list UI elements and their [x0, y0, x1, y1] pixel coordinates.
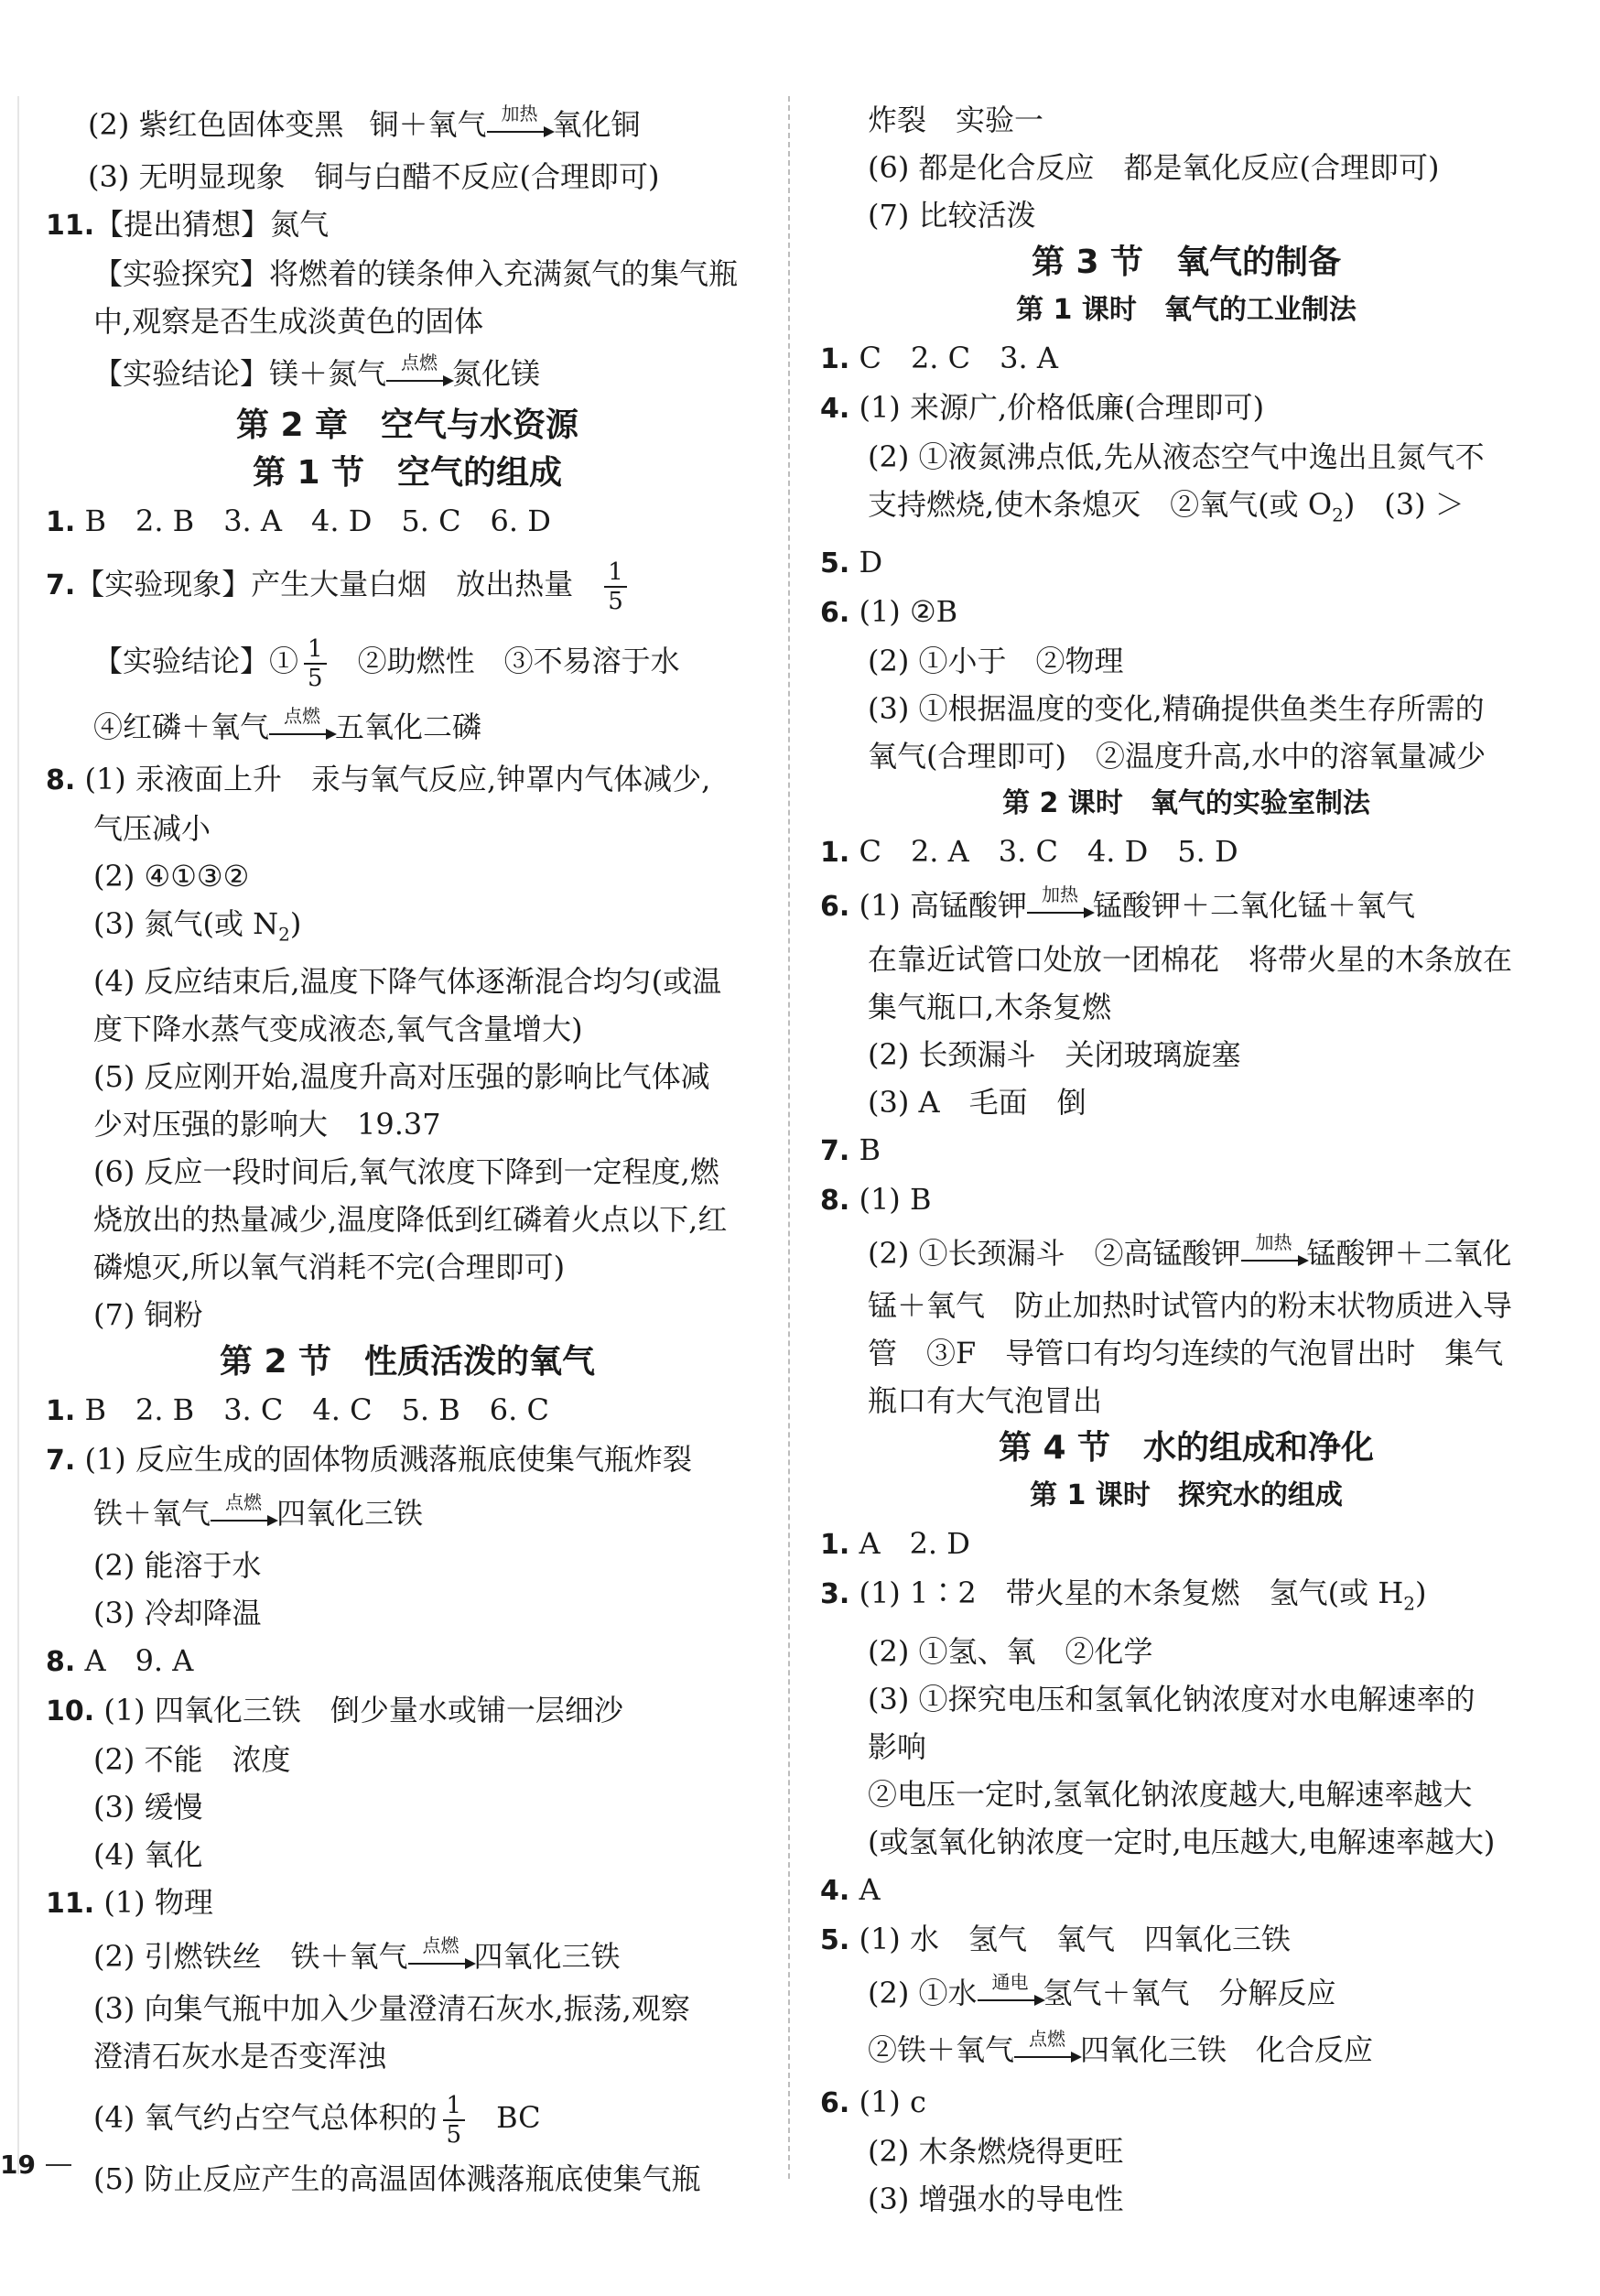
question-4: 4. A: [820, 1871, 881, 1907]
fraction: $\frac{1}{5}$: [604, 558, 627, 615]
answer-line: (2) 引燃铁丝 铁＋氧气 点燃 四氧化三铁: [93, 1934, 621, 1975]
answer-line: 【实验结论】① $\frac{1}{5}$ ②助燃性 ③不易溶于水: [93, 634, 680, 692]
answer-line: (3) ①根据温度的变化,精确提供鱼类生存所需的: [868, 691, 1485, 727]
answer-line: (3) 增强水的导电性: [868, 2181, 1124, 2216]
answer-line: (4) 氧气约占空气总体积的 $\frac{1}{5}$ BC: [93, 2091, 541, 2149]
answer-line: (3) ①探究电压和氢氧化钠浓度对水电解速率的: [868, 1681, 1476, 1717]
answer-line: 【实验探究】将燃着的镁条伸入充满氮气的集气瓶: [93, 256, 739, 291]
page-number-dash: [46, 2164, 71, 2166]
answer-line: 影响: [868, 1728, 927, 1764]
answer-line: (3) 冷却降温: [93, 1596, 262, 1631]
reaction-arrow: 点燃: [211, 1507, 276, 1527]
lesson-title: 第 1 课时 氧气的工业制法: [1016, 294, 1357, 326]
answer-line: (7) 比较活泼: [868, 198, 1036, 233]
answer-line: (3) 氮气(或 $N_2$): [93, 906, 302, 946]
answer-line: 【实验结论】镁＋氮气 点燃 氮化镁: [93, 352, 541, 391]
right-column: [820, 96, 1552, 2223]
answer-line: (2) ①液氮沸点低,先从液态空气中逸出且氮气不: [868, 439, 1485, 474]
question-3: 3. (1) 1∶2 带火星的木条复燃 氢气(或 $H_2$): [820, 1576, 1427, 1615]
answer-line: (3) A 毛面 倒: [868, 1085, 1086, 1121]
answer-line: (3) 向集气瓶中加入少量澄清石灰水,振荡,观察: [93, 1991, 690, 2027]
question-5: 5. D: [820, 545, 883, 580]
answer-line: (2) 长颈漏斗 关闭玻璃旋塞: [868, 1037, 1241, 1073]
left-column: [46, 96, 769, 2203]
fraction: $\frac{1}{5}$: [304, 635, 327, 692]
answer-line: 1. A 2. D: [820, 1526, 970, 1562]
question-6: 6. (1) c: [820, 2084, 926, 2119]
answer-line: 支持燃烧,使木条熄灭 ②氧气(或 $O_2$) (3) ＞: [868, 487, 1465, 526]
answer-line: (或氢氧化钠浓度一定时,电压越大,电解速率越大): [868, 1824, 1496, 1859]
answer-line: (2) ①长颈漏斗 ②高锰酸钾 加热 锰酸钾＋二氧化: [868, 1231, 1512, 1272]
question-7: 7. (1) 反应生成的固体物质溅落瓶底使集气瓶炸裂: [46, 1442, 692, 1478]
question-6: 6. (1) ②B: [820, 594, 958, 630]
question-8: 8. (1) B: [820, 1182, 932, 1218]
answer-line: ②铁＋氧气 点燃 四氧化三铁 化合反应: [868, 2027, 1374, 2067]
answer-line: 8. A 9. A: [46, 1643, 194, 1679]
reaction-arrow: 点燃: [1014, 2043, 1080, 2063]
answer-line: 气压减小: [93, 811, 211, 846]
answer-line: 1. C 2. A 3. C 4. D 5. D: [820, 834, 1238, 870]
fraction: $\frac{1}{5}$: [443, 2092, 466, 2149]
answer-line: (6) 都是化合反应 都是氧化反应(合理即可): [868, 150, 1440, 185]
section-title: 第 4 节 水的组成和净化: [998, 1429, 1375, 1467]
answer-line: 炸裂 实验一: [868, 103, 1044, 137]
answer-line: (2) ①水 通电 氢气＋氧气 分解反应: [868, 1970, 1336, 2010]
answer-line: 1. B 2. B 3. C 4. C 5. B 6. C: [46, 1392, 549, 1428]
answer-line: ②电压一定时,氢氧化钠浓度越大,电解速率越大: [868, 1776, 1473, 1812]
question-6: 6. (1) 高锰酸钾 加热 锰酸钾＋二氧化锰＋氧气: [820, 883, 1415, 924]
lesson-title: 第 2 课时 氧气的实验室制法: [1002, 787, 1370, 820]
answer-line: 集气瓶口,木条复燃: [868, 990, 1112, 1025]
question-8: 8. (1) 汞液面上升 汞与氧气反应,钟罩内气体减少,: [46, 762, 711, 796]
answer-line: (5) 反应刚开始,温度升高对压强的影响比气体减: [93, 1059, 710, 1095]
reaction-arrow: 加热: [1027, 899, 1093, 919]
answer-line: 1. B 2. B 3. A 4. D 5. C 6. D: [46, 504, 551, 538]
answer-line: 少对压强的影响大 19.37: [93, 1107, 441, 1143]
answer-line: (6) 反应一段时间后,氧气浓度下降到一定程度,燃: [93, 1154, 719, 1190]
answer-line: 锰＋氧气 防止加热时试管内的粉末状物质进入导: [868, 1288, 1513, 1324]
chapter-title: 第 2 章 空气与水资源: [235, 406, 579, 444]
margin-line: [17, 96, 19, 2174]
answer-line: (2) 能溶于水: [93, 1548, 262, 1584]
answer-line: 中,观察是否生成淡黄色的固体: [93, 304, 484, 339]
answer-line: (4) 氧化: [93, 1837, 203, 1873]
question-11: 11. (1) 物理: [46, 1885, 213, 1921]
lesson-title: 第 1 课时 探究水的组成: [1030, 1479, 1343, 1512]
column-divider: [788, 96, 790, 2179]
answer-line: 在靠近试管口处放一团棉花 将带火星的木条放在: [868, 942, 1513, 978]
section-title: 第 3 节 氧气的制备: [1031, 244, 1342, 281]
question-7: 7.【实验现象】产生大量白烟 放出热量 $\frac{1}{5}$: [46, 547, 769, 623]
section-title: 第 1 节 空气的组成: [252, 454, 563, 492]
answer-line: (2) ④①③②: [93, 859, 250, 893]
answer-line: 澄清石灰水是否变浑浊: [93, 2039, 387, 2074]
reaction-arrow: 加热: [487, 118, 553, 138]
answer-line: 度下降水蒸气变成液态,氧气含量增大): [93, 1012, 583, 1047]
answer-line: ④红磷＋氧气 点燃 五氧化二磷: [93, 705, 482, 744]
question-10: 10. (1) 四氧化三铁 倒少量水或铺一层细沙: [46, 1693, 623, 1728]
section-title: 第 2 节 性质活泼的氧气: [219, 1343, 596, 1381]
answer-line: (3) 无明显现象 铜与白醋不反应(合理即可): [88, 159, 660, 194]
answer-line: (2) ①小于 ②物理: [868, 644, 1124, 679]
answer-line: 1. C 2. C 3. A: [820, 341, 1058, 375]
reaction-arrow: 点燃: [408, 1950, 474, 1970]
question-11: 11.【提出猜想】氮气: [46, 207, 330, 242]
reaction-arrow: 加热: [1241, 1247, 1307, 1267]
answer-line: 烧放出的热量减少,温度降低到红磷着火点以下,红: [93, 1202, 728, 1238]
answer-line: 瓶口有大气泡冒出: [868, 1383, 1103, 1419]
answer-line: 铁＋氧气 点燃 四氧化三铁: [93, 1491, 424, 1532]
answer-line: (2) ①氢、氧 ②化学: [868, 1633, 1153, 1669]
answer-line: 管 ③F 导管口有均匀连续的气泡冒出时 集气: [868, 1336, 1504, 1371]
question-4: 4. (1) 来源广,价格低廉(合理即可): [820, 390, 1265, 425]
answer-line: (2) 紫红色固体变黑 铜＋氧气 加热 氧化铜: [88, 103, 641, 142]
reaction-arrow: 点燃: [269, 720, 335, 741]
answer-line: (2) 不能 浓度: [93, 1742, 291, 1778]
answer-line: (2) 木条燃烧得更旺: [868, 2133, 1124, 2169]
answer-line: (7) 铜粉: [93, 1297, 203, 1333]
answer-line: 氧气(合理即可) ②温度升高,水中的溶氧量减少: [868, 739, 1486, 774]
answer-line: (5) 防止反应产生的高温固体溅落瓶底使集气瓶: [93, 2161, 701, 2197]
reaction-arrow: 通电: [978, 1987, 1043, 2007]
answer-line: (4) 反应结束后,温度下降气体逐渐混合均匀(或温: [93, 964, 722, 1000]
reaction-arrow: 点燃: [386, 367, 452, 387]
page-number: 19: [0, 2150, 36, 2180]
answer-line: (3) 缓慢: [93, 1790, 203, 1825]
question-5: 5. (1) 水 氢气 氧气 四氧化三铁: [820, 1921, 1291, 1956]
answer-line: 磷熄灭,所以氧气消耗不完(合理即可): [93, 1250, 566, 1285]
question-7: 7. B: [820, 1132, 881, 1168]
